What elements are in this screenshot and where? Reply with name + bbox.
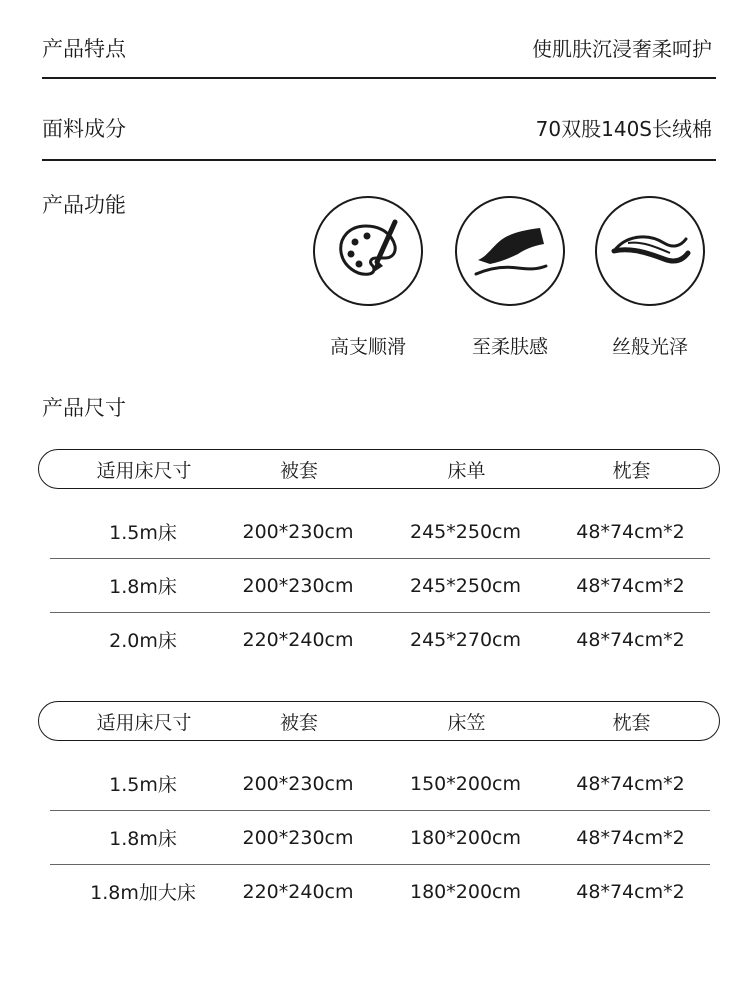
function-item-smooth [308,196,428,359]
table-cell: 48*74cm*2 [576,520,685,543]
fabric-value: 70双股140S长绒棉 [535,117,712,141]
table-cell: 245*250cm [410,520,521,543]
table-row [50,865,710,918]
table-cell: 245*270cm [410,628,521,651]
header-cell: 适用床尺寸 [96,711,192,734]
table-cell: 1.8m加大床 [90,882,196,904]
table-cell: 48*74cm*2 [576,826,685,849]
silk-ribbon-icon [595,196,705,306]
table-row [50,613,710,666]
table-row [50,757,710,811]
table-cell: 1.5m床 [109,522,177,544]
table-cell: 1.5m床 [109,774,177,796]
fabric-label: 面料成分 [42,117,126,141]
function-item-soft [450,196,570,359]
size-table-2 [38,701,720,918]
table-row [50,559,710,613]
table-cell: 200*230cm [242,772,354,795]
size-table-1 [38,449,720,666]
header-cell: 被套 [279,711,318,734]
table-cell: 200*230cm [242,574,354,597]
table-cell: 48*74cm*2 [576,880,685,903]
function-name: 高支顺滑 [329,336,406,358]
hand-icon [455,196,565,306]
palette-brush-icon [313,196,423,306]
header-cell: 适用床尺寸 [96,459,192,482]
functions-label: 产品功能 [42,193,126,217]
table-cell: 180*200cm [410,826,521,849]
table-cell: 48*74cm*2 [576,772,685,795]
table-cell: 220*240cm [242,880,354,903]
table-cell: 180*200cm [410,880,521,903]
header-cell: 被套 [279,459,318,482]
table-cell: 2.0m床 [109,630,177,652]
table-cell: 220*240cm [242,628,354,651]
header-cell: 枕套 [612,711,651,734]
table-header [38,701,720,741]
table-row [50,811,710,865]
function-item-sheen [590,196,710,359]
divider [42,159,716,161]
table-cell: 245*250cm [410,574,521,597]
features-label: 产品特点 [42,37,126,61]
size-label: 产品尺寸 [42,396,126,420]
function-name: 至柔肤感 [471,336,548,358]
function-name: 丝般光泽 [611,336,688,358]
table-cell: 48*74cm*2 [576,574,685,597]
table-cell: 200*230cm [242,520,354,543]
table-cell: 150*200cm [410,772,521,795]
table-row [50,505,710,559]
header-cell: 枕套 [612,459,651,482]
header-cell: 床单 [447,459,486,482]
table-cell: 48*74cm*2 [576,628,685,651]
table-cell: 1.8m床 [109,828,177,850]
divider [42,77,716,79]
table-cell: 200*230cm [242,826,354,849]
table-cell: 1.8m床 [109,576,177,598]
header-cell: 床笠 [447,711,486,734]
table-header [38,449,720,489]
features-value: 使肌肤沉浸奢柔呵护 [532,37,712,61]
